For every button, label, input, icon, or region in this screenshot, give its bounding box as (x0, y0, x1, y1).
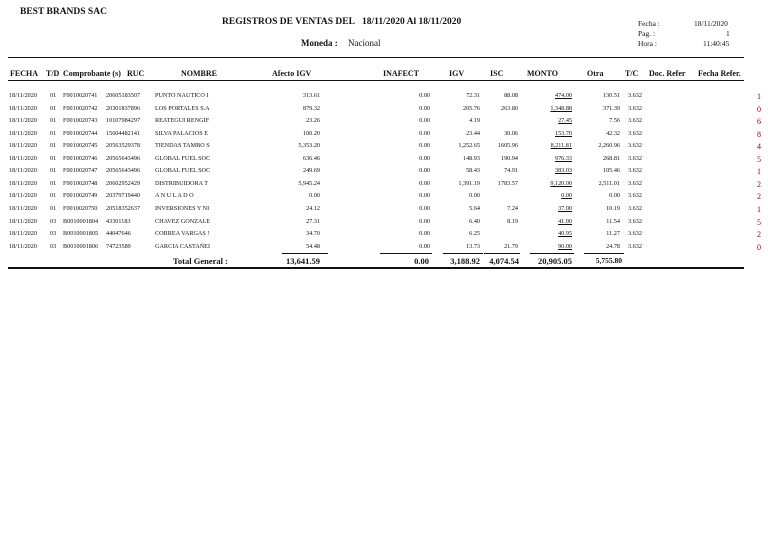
company-name: BEST BRANDS SAC (20, 7, 107, 17)
table-row (0, 155, 768, 167)
cell-igv: 13.73 (466, 242, 480, 250)
cell-clipped-edge: 4 (757, 142, 761, 152)
cell-nombre: LOS PORTALES S.A (155, 104, 210, 112)
col-isc: ISC (490, 69, 504, 78)
cell-otra: 268.81 (602, 154, 620, 162)
col-monto: MONTO (527, 69, 558, 78)
cell-igv: 148.93 (462, 154, 480, 162)
total-rule-inafect (380, 253, 432, 254)
cell-nombre: CORREA VARGAS ! (155, 230, 210, 238)
cell-tc: 3.632 (628, 92, 642, 99)
cell-tc: 3.632 (628, 242, 642, 250)
cell-igv: 23.44 (466, 129, 480, 137)
col-otra: Otra (587, 69, 604, 78)
table-row (0, 142, 768, 154)
table-row (0, 218, 768, 230)
cell-clipped-edge: 1 (757, 167, 761, 177)
cell-nombre: CHAVEZ GONZALE (155, 217, 211, 225)
cell-otra: 7.56 (609, 117, 620, 125)
cell-nombre: A N U L A D O (155, 192, 194, 200)
cell-inafect: 0.00 (419, 92, 430, 99)
total-rule-afecto (282, 253, 328, 254)
cell-comprobante: F0010020749 (63, 192, 98, 200)
cell-fecha: 18/11/2020 (9, 167, 37, 175)
hora-label: Hora : (638, 39, 657, 48)
moneda-label: Moneda : (301, 38, 338, 48)
cell-ruc: 43301183 (106, 217, 131, 225)
cell-td: 03 (50, 242, 57, 250)
cell-inafect: 0.00 (419, 104, 430, 112)
cell-otra: 130.51 (602, 92, 620, 99)
header-rule-bottom (8, 80, 744, 81)
cell-afecto: 249.69 (302, 167, 320, 175)
cell-fecha: 18/11/2020 (9, 142, 37, 150)
cell-clipped-edge: 6 (757, 117, 761, 127)
cell-otra: 105.46 (602, 167, 620, 175)
cell-inafect: 0.00 (419, 204, 430, 212)
cell-tc: 3.632 (628, 117, 642, 125)
cell-otra: 10.19 (606, 204, 620, 212)
col-fecha-refer: Fecha Refer. (698, 69, 741, 78)
total-isc: 4,074.54 (489, 256, 519, 266)
cell-fecha: 18/11/2020 (9, 104, 37, 112)
cell-comprobante: B0010001804 (63, 217, 99, 225)
total-label: Total General : (173, 256, 228, 266)
cell-comprobante: F0010020741 (63, 92, 98, 99)
total-rule-igv (443, 253, 483, 254)
cell-nombre: GLOBAL FUEL SOC (155, 167, 211, 175)
cell-fecha: 18/11/2020 (9, 179, 37, 187)
table-row (0, 167, 768, 179)
cell-clipped-edge: 2 (757, 179, 761, 189)
cell-tc: 3.632 (628, 179, 642, 187)
cell-clipped-edge: 5 (757, 217, 761, 227)
cell-nombre: INVERSIONES Y NI (155, 204, 210, 212)
cell-ruc: 20565643496 (106, 154, 141, 162)
cell-comprobante: F0010020747 (63, 167, 98, 175)
cell-fecha: 18/11/2020 (9, 129, 37, 137)
table-row (0, 130, 768, 142)
cell-clipped-edge: 0 (757, 242, 761, 252)
cell-td: 01 (50, 154, 57, 162)
cell-fecha: 18/11/2020 (9, 204, 37, 212)
cell-igv: 205.76 (462, 104, 480, 112)
cell-inafect: 0.00 (419, 179, 430, 187)
cell-monto: 40.95 (558, 230, 572, 238)
cell-nombre: DISTRIBUIDORA T (155, 179, 208, 187)
cell-tc: 3.632 (628, 167, 642, 175)
cell-inafect: 0.00 (419, 217, 430, 225)
col-nombre: NOMBRE (181, 69, 217, 78)
cell-nombre: PUNTO NAUTICO I (155, 92, 209, 99)
col-tc: T/C (625, 69, 639, 78)
cell-afecto: 5,945.24 (298, 179, 320, 187)
cell-igv: 0.00 (469, 192, 480, 200)
total-rule-monto (530, 253, 574, 254)
cell-td: 01 (50, 204, 57, 212)
total-rule-otra (584, 253, 624, 254)
cell-td: 01 (50, 179, 57, 187)
cell-otra: 42.32 (606, 129, 620, 137)
cell-isc: 7.24 (507, 204, 518, 212)
total-rule-isc (484, 253, 520, 254)
cell-comprobante: F0010020745 (63, 142, 98, 150)
cell-otra: 2,511.01 (598, 179, 620, 187)
col-inafect: INAFECT (383, 69, 420, 78)
cell-isc: 74.91 (504, 167, 518, 175)
cell-td: 03 (50, 230, 57, 238)
cell-tc: 3.632 (628, 217, 642, 225)
cell-monto: 0.00 (561, 192, 572, 200)
cell-clipped-edge: 1 (757, 204, 761, 214)
fecha-value: 18/11/2020 (694, 19, 728, 28)
cell-afecto: 27.31 (306, 217, 320, 225)
cell-igv: 72.31 (466, 92, 480, 99)
cell-monto: 383.03 (554, 167, 572, 175)
cell-fecha: 18/11/2020 (9, 92, 37, 99)
cell-fecha: 18/11/2020 (9, 230, 37, 238)
cell-comprobante: F0010020746 (63, 154, 98, 162)
cell-otra: 2,260.96 (598, 142, 620, 150)
cell-inafect: 0.00 (419, 129, 430, 137)
cell-monto: 8,211.81 (550, 142, 572, 150)
cell-afecto: 23.26 (306, 117, 320, 125)
cell-clipped-edge: 0 (757, 104, 761, 114)
cell-fecha: 18/11/2020 (9, 242, 37, 250)
cell-igv: 6.40 (469, 217, 480, 225)
cell-td: 01 (50, 129, 57, 137)
cell-tc: 3.632 (628, 104, 642, 112)
total-monto: 20,905.05 (538, 256, 572, 266)
cell-td: 01 (50, 192, 57, 200)
cell-clipped-edge: 1 (757, 92, 761, 101)
cell-monto: 976.33 (554, 154, 572, 162)
col-igv: IGV (449, 69, 465, 78)
cell-clipped-edge: 5 (757, 154, 761, 164)
cell-ruc: 74723589 (106, 242, 131, 250)
cell-otra: 24.78 (606, 242, 620, 250)
cell-afecto: 24.12 (306, 204, 320, 212)
cell-afecto: 0.00 (309, 192, 320, 200)
cell-tc: 3.632 (628, 142, 642, 150)
pag-value: 1 (726, 29, 730, 38)
cell-ruc: 20518352637 (106, 204, 141, 212)
table-row (0, 230, 768, 242)
date-range: 18/11/2020 Al 18/11/2020 (362, 17, 462, 27)
cell-monto: 474.00 (554, 92, 572, 99)
cell-inafect: 0.00 (419, 154, 430, 162)
cell-afecto: 5,353.20 (298, 142, 320, 150)
table-row (0, 117, 768, 129)
cell-inafect: 0.00 (419, 230, 430, 238)
table-row (0, 105, 768, 117)
report-title: REGISTROS DE VENTAS DEL (222, 17, 355, 27)
cell-monto: 41.90 (558, 217, 572, 225)
cell-ruc: 20379719440 (106, 192, 141, 200)
cell-nombre: GLOBAL FUEL SOC (155, 154, 211, 162)
cell-isc: 1783.57 (497, 179, 518, 187)
cell-nombre: REATEGUI RENGIF (155, 117, 210, 125)
cell-tc: 3.632 (628, 230, 642, 238)
cell-isc: 8.19 (507, 217, 518, 225)
total-afecto: 13,641.59 (286, 256, 320, 266)
cell-isc: 21.79 (504, 242, 518, 250)
col-ruc: RUC (127, 69, 145, 78)
header-rule-top (8, 57, 744, 58)
cell-fecha: 18/11/2020 (9, 117, 37, 125)
cell-ruc: 20563529378 (106, 142, 141, 150)
cell-td: 01 (50, 142, 57, 150)
cell-inafect: 0.00 (419, 142, 430, 150)
cell-monto: 27.45 (558, 117, 572, 125)
cell-ruc: 20565643496 (106, 167, 141, 175)
cell-inafect: 0.00 (419, 167, 430, 175)
cell-monto: 37.00 (558, 204, 572, 212)
cell-tc: 3.632 (628, 192, 642, 200)
fecha-label: Fecha : (638, 19, 660, 28)
table-row (0, 92, 768, 104)
cell-ruc: 10107984297 (106, 117, 141, 125)
hora-value: 11:40:45 (703, 39, 730, 48)
cell-fecha: 18/11/2020 (9, 192, 37, 200)
cell-tc: 3.632 (628, 154, 642, 162)
cell-afecto: 313.61 (302, 92, 320, 99)
cell-inafect: 0.00 (419, 242, 430, 250)
col-fecha: FECHA (10, 69, 38, 78)
cell-inafect: 0.00 (419, 192, 430, 200)
moneda-value: Nacional (348, 38, 381, 48)
cell-td: 01 (50, 92, 57, 99)
cell-clipped-edge: 2 (757, 192, 761, 202)
cell-afecto: 636.46 (302, 154, 320, 162)
footer-rule (8, 267, 744, 269)
cell-otra: 371.39 (602, 104, 620, 112)
cell-tc: 3.632 (628, 129, 642, 137)
cell-comprobante: F0010020750 (63, 204, 98, 212)
cell-comprobante: F0010020742 (63, 104, 98, 112)
cell-afecto: 100.20 (302, 129, 320, 137)
cell-comprobante: F0010020744 (63, 129, 98, 137)
cell-monto: 1,348.88 (550, 104, 572, 112)
table-row (0, 205, 768, 217)
cell-tc: 3.632 (628, 204, 642, 212)
cell-igv: 1,252.65 (458, 142, 480, 150)
cell-td: 03 (50, 217, 57, 225)
cell-ruc: 20301837896 (106, 104, 141, 112)
cell-ruc: 15604482141 (106, 129, 141, 137)
col-doc-refer: Doc. Refer (649, 69, 686, 78)
cell-afecto: 879.32 (302, 104, 320, 112)
cell-clipped-edge: 8 (757, 129, 761, 139)
cell-otra: 0.00 (609, 192, 620, 200)
total-igv: 3,188.92 (450, 256, 480, 266)
cell-isc: 263.80 (500, 104, 518, 112)
cell-isc: 1605.96 (497, 142, 518, 150)
col-comprobante: Comprobante (s) (63, 69, 121, 78)
cell-otra: 11.54 (606, 217, 620, 225)
cell-otra: 11.27 (606, 230, 620, 238)
total-otra: 5,755.80 (595, 256, 622, 265)
cell-inafect: 0.00 (419, 117, 430, 125)
cell-comprobante: B0010001806 (63, 242, 99, 250)
table-row (0, 192, 768, 204)
cell-nombre: TIENDAS TAMBO S (155, 142, 210, 150)
cell-igv: 1,391.19 (458, 179, 480, 187)
cell-afecto: 54.48 (306, 242, 320, 250)
cell-monto: 90.00 (558, 242, 572, 250)
table-row (0, 180, 768, 192)
cell-comprobante: B0010001805 (63, 230, 99, 238)
cell-fecha: 18/11/2020 (9, 154, 37, 162)
cell-isc: 30.06 (504, 129, 518, 137)
cell-ruc: 44047646 (106, 230, 131, 238)
cell-ruc: 20605183507 (106, 92, 141, 99)
cell-afecto: 34.70 (306, 230, 320, 238)
cell-td: 01 (50, 117, 57, 125)
cell-nombre: SILVA PALACIOS E (155, 129, 209, 137)
cell-fecha: 18/11/2020 (9, 217, 37, 225)
cell-td: 01 (50, 167, 57, 175)
cell-clipped-edge: 2 (757, 230, 761, 240)
cell-igv: 4.19 (469, 117, 480, 125)
cell-monto: 9,120.00 (550, 179, 572, 187)
cell-monto: 153.70 (554, 129, 572, 137)
cell-comprobante: F0010020748 (63, 179, 98, 187)
pag-label: Pag. : (638, 29, 656, 38)
total-inafect: 0.00 (414, 256, 429, 266)
cell-nombre: GARCIA CASTAÑEI (155, 242, 211, 250)
cell-isc: 88.08 (504, 92, 518, 99)
cell-td: 01 (50, 104, 57, 112)
cell-igv: 6.25 (469, 230, 480, 238)
cell-ruc: 20602952429 (106, 179, 141, 187)
cell-comprobante: F0010020743 (63, 117, 98, 125)
col-afecto: Afecto IGV (272, 69, 312, 78)
cell-igv: 5.64 (469, 204, 480, 212)
cell-igv: 58.43 (466, 167, 480, 175)
cell-isc: 190.94 (500, 154, 518, 162)
col-td: T/D (46, 69, 60, 78)
